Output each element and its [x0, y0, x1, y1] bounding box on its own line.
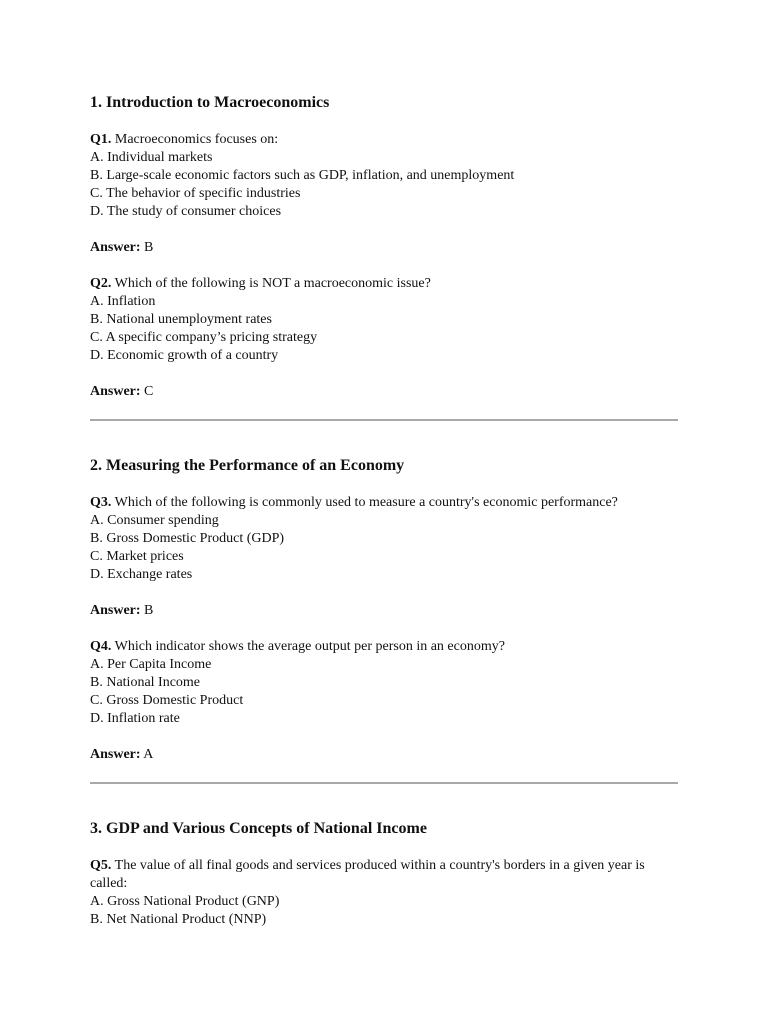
option: B. National Income	[90, 675, 201, 690]
question-number: Q4.	[90, 639, 112, 654]
section-title: 3. GDP and Various Concepts of National Income	[90, 820, 427, 837]
option: C. Market prices	[90, 549, 184, 564]
section-title: 1. Introduction to Macroeconomics	[90, 94, 330, 111]
option: A. Consumer spending	[90, 513, 219, 528]
question-q1	[90, 131, 680, 221]
question-number: Q3.	[90, 495, 112, 510]
question-q4	[90, 638, 680, 728]
question-text: Macroeconomics focuses on:	[114, 132, 279, 147]
answer-q3	[90, 602, 678, 620]
question-text: Which of the following is commonly used to measure a country's economic performance?	[114, 495, 618, 510]
question-number: Q5.	[90, 858, 112, 873]
section-title: 2. Measuring the Performance of an Economy	[90, 457, 405, 474]
answer-value: B	[144, 603, 154, 618]
question-q5	[90, 857, 680, 929]
option: B. National unemployment rates	[90, 312, 272, 327]
option: D. Economic growth of a country	[90, 348, 279, 363]
option: C. The behavior of specific industries	[90, 186, 301, 201]
answer-q1	[90, 239, 678, 257]
option: A. Gross National Product (GNP)	[90, 894, 280, 909]
answer-label: Answer:	[90, 747, 141, 762]
question-q2	[90, 275, 680, 365]
option: D. Exchange rates	[90, 567, 193, 582]
answer-value: A	[143, 747, 154, 762]
answer-value: C	[144, 384, 154, 399]
section-divider	[90, 782, 678, 784]
option: B. Large-scale economic factors such as GDP, inflation, and unemployment	[90, 168, 515, 183]
option: A. Inflation	[90, 294, 156, 309]
question-number: Q2.	[90, 276, 112, 291]
answer-q2	[90, 383, 678, 401]
question-text: Which indicator shows the average output per person in an economy?	[114, 639, 505, 654]
answer-label: Answer:	[90, 240, 141, 255]
answer-label: Answer:	[90, 384, 141, 399]
option: C. Gross Domestic Product	[90, 693, 244, 708]
answer-value: B	[144, 240, 154, 255]
option: A. Individual markets	[90, 150, 213, 165]
answer-label: Answer:	[90, 603, 141, 618]
question-text: Which of the following is NOT a macroeconomic issue?	[114, 276, 431, 291]
option: D. Inflation rate	[90, 711, 180, 726]
section-divider	[90, 419, 678, 421]
option: C. A specific company’s pricing strategy	[90, 330, 318, 345]
option: B. Gross Domestic Product (GDP)	[90, 531, 285, 546]
question-text: The value of all final goods and services produced within a country's borders in a given year is called:	[90, 858, 645, 891]
question-q3	[90, 494, 680, 584]
question-number: Q1.	[90, 132, 112, 147]
option: A. Per Capita Income	[90, 657, 212, 672]
answer-q4	[90, 746, 678, 764]
option: D. The study of consumer choices	[90, 204, 282, 219]
option: B. Net National Product (NNP)	[90, 912, 267, 927]
